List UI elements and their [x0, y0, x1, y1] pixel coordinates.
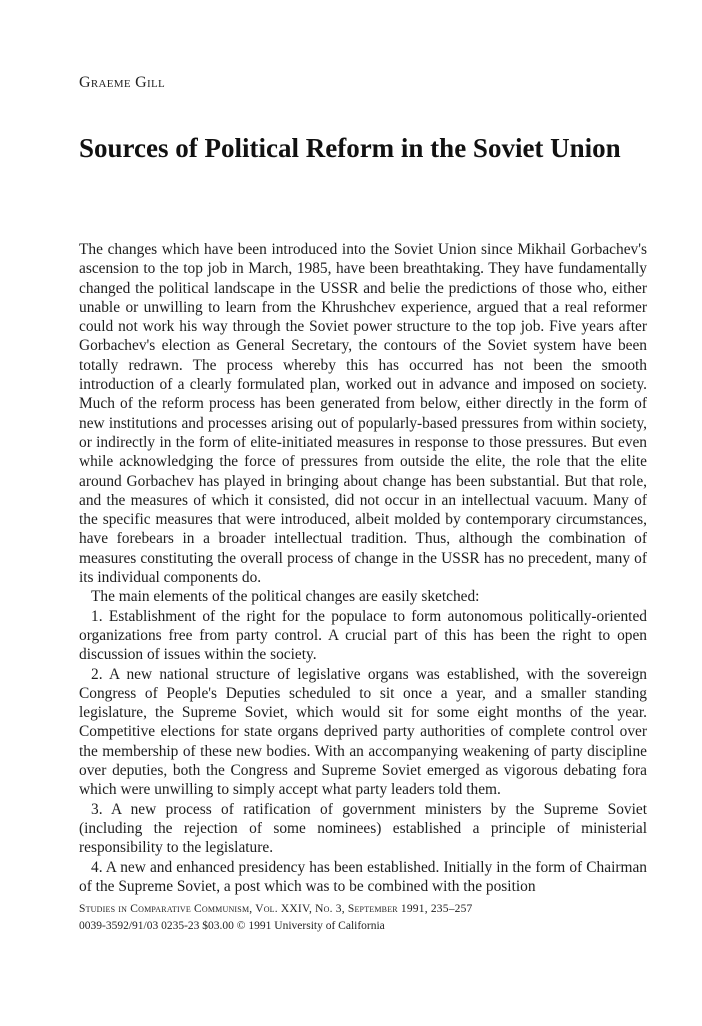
list-item: 4. A new and enhanced presidency has been established. Initially in the form of Chairman of the Supreme Soviet, a post which was to be combined with the position	[79, 858, 647, 895]
copyright-line: 0039-3592/91/03 0235-23 $03.00 © 1991 University of California	[79, 920, 385, 932]
list-item: 3. A new process of ratification of government ministers by the Supreme Soviet (including the rejection of some nominees) established a principle of ministerial responsibility to the legislature.	[79, 800, 647, 857]
body-paragraph: The changes which have been introduced into the Soviet Union since Mikhail Gorbachev's ascension to the top job in March, 1985, have been breathtaking. They have fundamentally changed the political landscape in the USSR and belie the predictions of those who, either unable or unwilling to learn from the Khrushchev experience, argued that a real reformer could not work his way through the Soviet power structure to the top job. Five years after Gorbachev's election as General Secretary, the contours of the Soviet system have been totally redrawn. The process whereby this has occurred has not been the smooth introduction of a clearly formulated plan, worked out in advance and imposed on society. Much of the reform process has been generated from below, either directly in the form of new institutions and processes arising out of popularly-based pressures from within society, or indirectly in the form of elite-initiated measures in response to those pressures. But even while acknowledging the force of pressures from outside the elite, the role that the elite around Gorbachev has played in bringing about change has been substantial. But that role, and the measures of which it consisted, did not occur in an intellectual vacuum. Many of the specific measures that were introduced, albeit molded by contemporary circumstances, have forebears in a broader intellectual tradition. Thus, although the combination of measures constituting the overall process of change in the USSR has no precedent, many of its individual components do.	[79, 241, 647, 587]
article-body	[79, 240, 647, 896]
page-footer	[79, 901, 647, 935]
article-title: Sources of Political Reform in the Soviet Union	[79, 133, 621, 163]
body-paragraph: The main elements of the political changes are easily sketched:	[91, 588, 480, 606]
author-name: Graeme Gill	[79, 74, 166, 91]
list-item: 1. Establishment of the right for the populace to form autonomous politically-oriented organizations free from party control. A crucial part of this has been the right to open discussion of issues within the society.	[79, 607, 647, 664]
list-item: 2. A new national structure of legislative organs was established, with the sovereign Congress of People's Deputies scheduled to sit once a year, and a smaller standing legislature, the Supreme Soviet, which would sit for some eight months of the year. Competitive elections for state organs deprived party authorities of complete control over the membership of these new bodies. With an accompanying weakening of party discipline over deputies, both the Congress and Supreme Soviet emerged as vigorous debating fora which were unwilling to simply accept what party leaders told them.	[79, 665, 647, 799]
journal-citation: Studies in Comparative Communism, Vol. XXIV, No. 3, September 1991, 235–257	[79, 903, 473, 915]
